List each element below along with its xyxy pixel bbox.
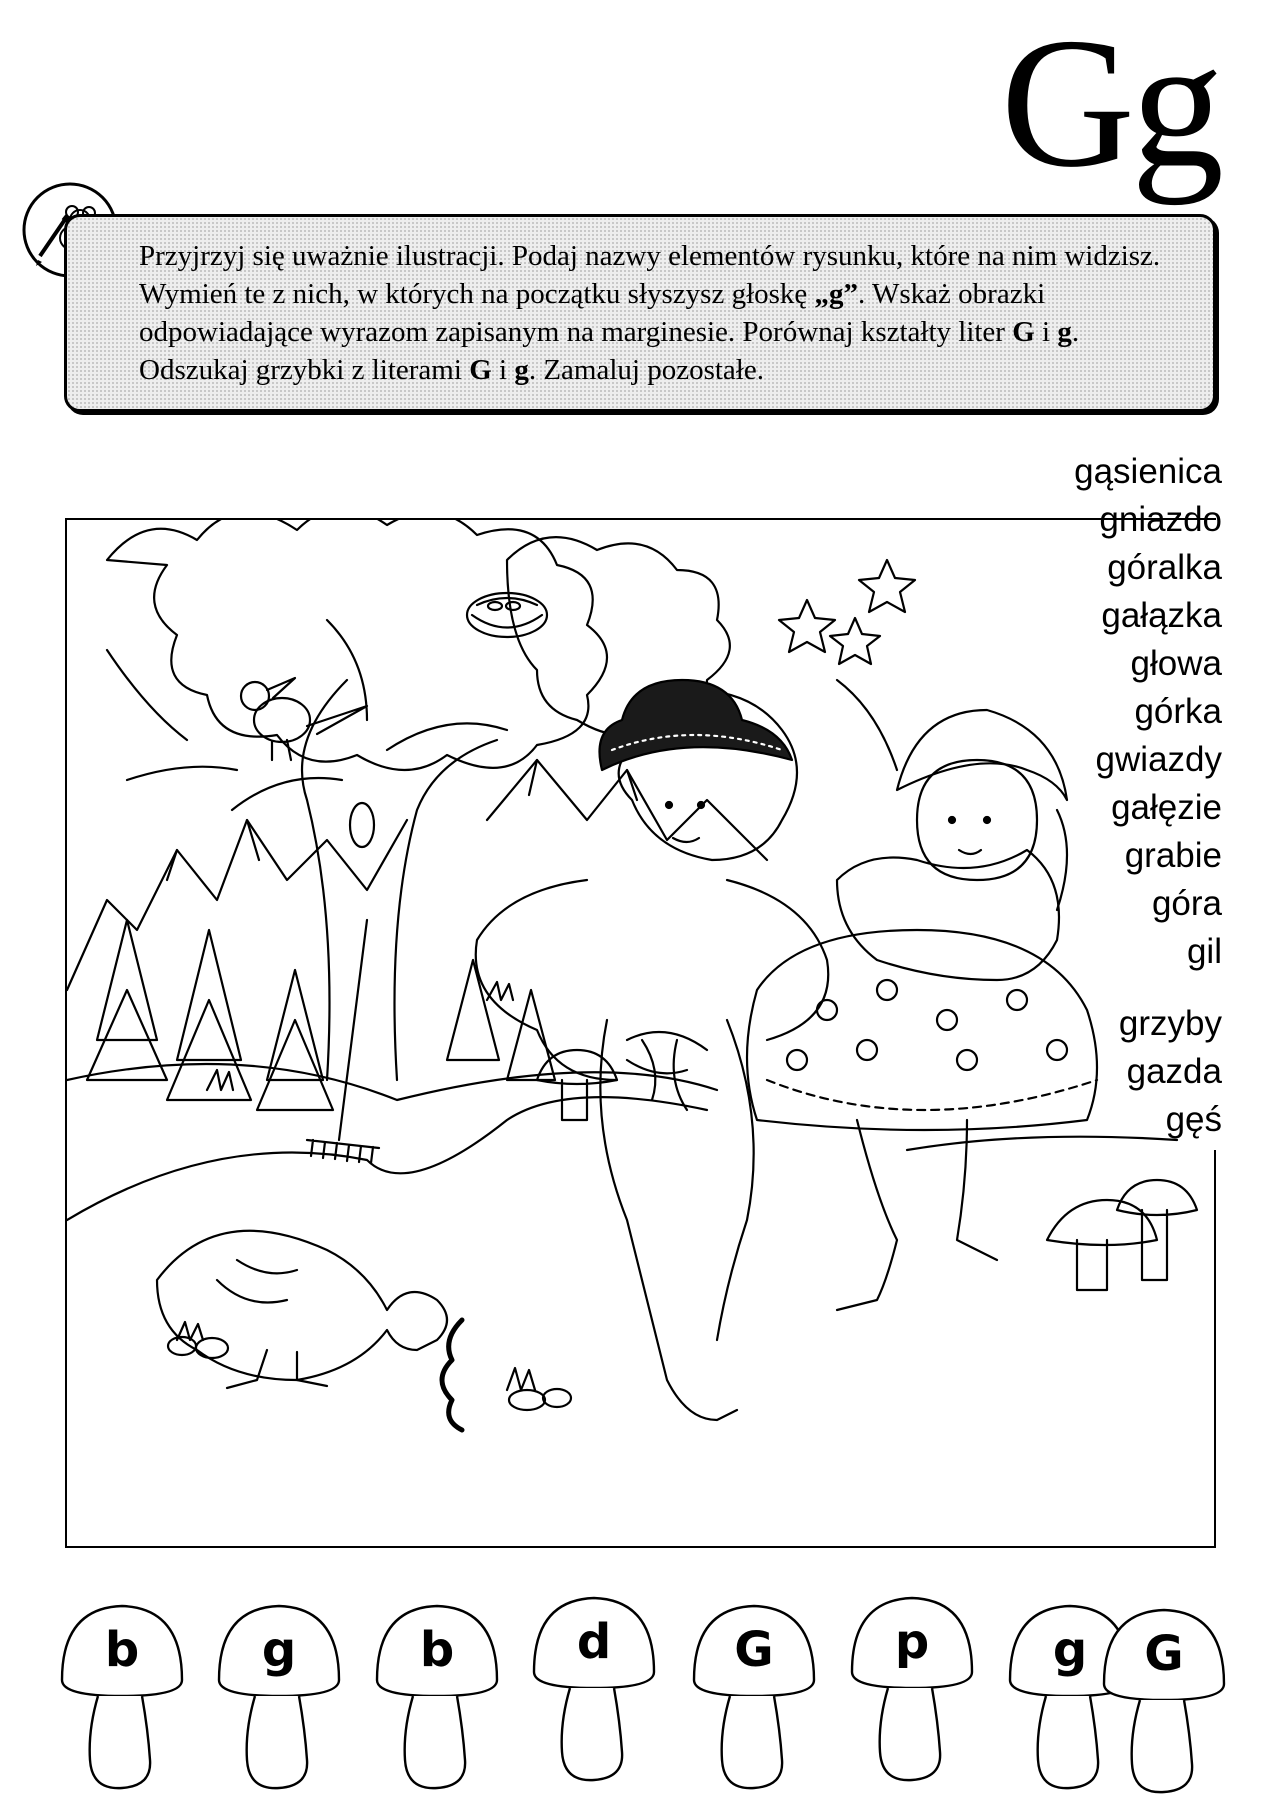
mushroom-letter: g (1052, 1622, 1088, 1678)
mushroom-letter: b (104, 1622, 140, 1678)
instruction-box (64, 214, 1216, 412)
coloring-illustration (65, 518, 1216, 1548)
letter-mushroom-row (58, 1600, 1228, 1800)
letter-mushroom[interactable] (690, 1600, 818, 1795)
letter-mushroom[interactable] (848, 1592, 976, 1787)
illustration-right-border (1214, 1150, 1216, 1548)
margin-word: gazda (1126, 1052, 1222, 1091)
margin-word: gniazdo (1099, 500, 1222, 539)
highlander-boy-icon (476, 680, 829, 1420)
margin-word: góra (1151, 884, 1222, 923)
goose-icon (157, 1231, 447, 1388)
letter-mushroom[interactable] (373, 1600, 501, 1795)
star-icon (779, 560, 915, 664)
nest-icon (467, 593, 547, 637)
margin-word: góralka (1107, 548, 1222, 587)
mushroom-letter: G (1144, 1626, 1184, 1682)
margin-word: górka (1134, 692, 1222, 731)
mushroom-letter: b (419, 1622, 455, 1678)
margin-word: grabie (1124, 836, 1222, 875)
mushroom-letter: g (261, 1622, 297, 1678)
highlander-girl-icon (747, 680, 1097, 1310)
margin-word: gil (1186, 932, 1222, 971)
rake-icon (307, 920, 379, 1163)
mountain-icon (67, 760, 767, 990)
mushroom-letter: d (576, 1614, 612, 1670)
mushroom-letter: p (894, 1614, 930, 1670)
margin-word: gałęzie (1111, 788, 1222, 827)
letter-mushroom[interactable] (58, 1600, 186, 1795)
margin-word: gwiazdy (1095, 740, 1222, 779)
margin-word: głowa (1130, 644, 1222, 683)
instruction-text: Przyjrzyj się uważnie ilustracji. Podaj nazwy elementów rysunku, które na nim widzisz. Wymień te z nich, w których na początku słyszysz głoskę „g”. Wskaż obrazki odpowiadające wyrazom zapisanym na marginesie. Porównaj kształty liter G i g. Odszukaj grzybki z literami G i g. Zamaluj pozostałe. (139, 240, 1161, 386)
page-letters-heading: Gg (1000, 0, 1220, 206)
margin-word: gąsienica (1074, 452, 1222, 491)
caterpillar-icon (442, 1320, 462, 1430)
letter-mushroom[interactable] (1100, 1604, 1228, 1799)
letter-mushroom[interactable] (215, 1600, 343, 1795)
margin-word: gałązka (1101, 596, 1222, 635)
margin-word: grzyby (1118, 1004, 1222, 1043)
margin-word: gęś (1165, 1100, 1222, 1139)
letter-mushroom[interactable] (530, 1592, 658, 1787)
mushroom-letter: G (734, 1622, 774, 1678)
